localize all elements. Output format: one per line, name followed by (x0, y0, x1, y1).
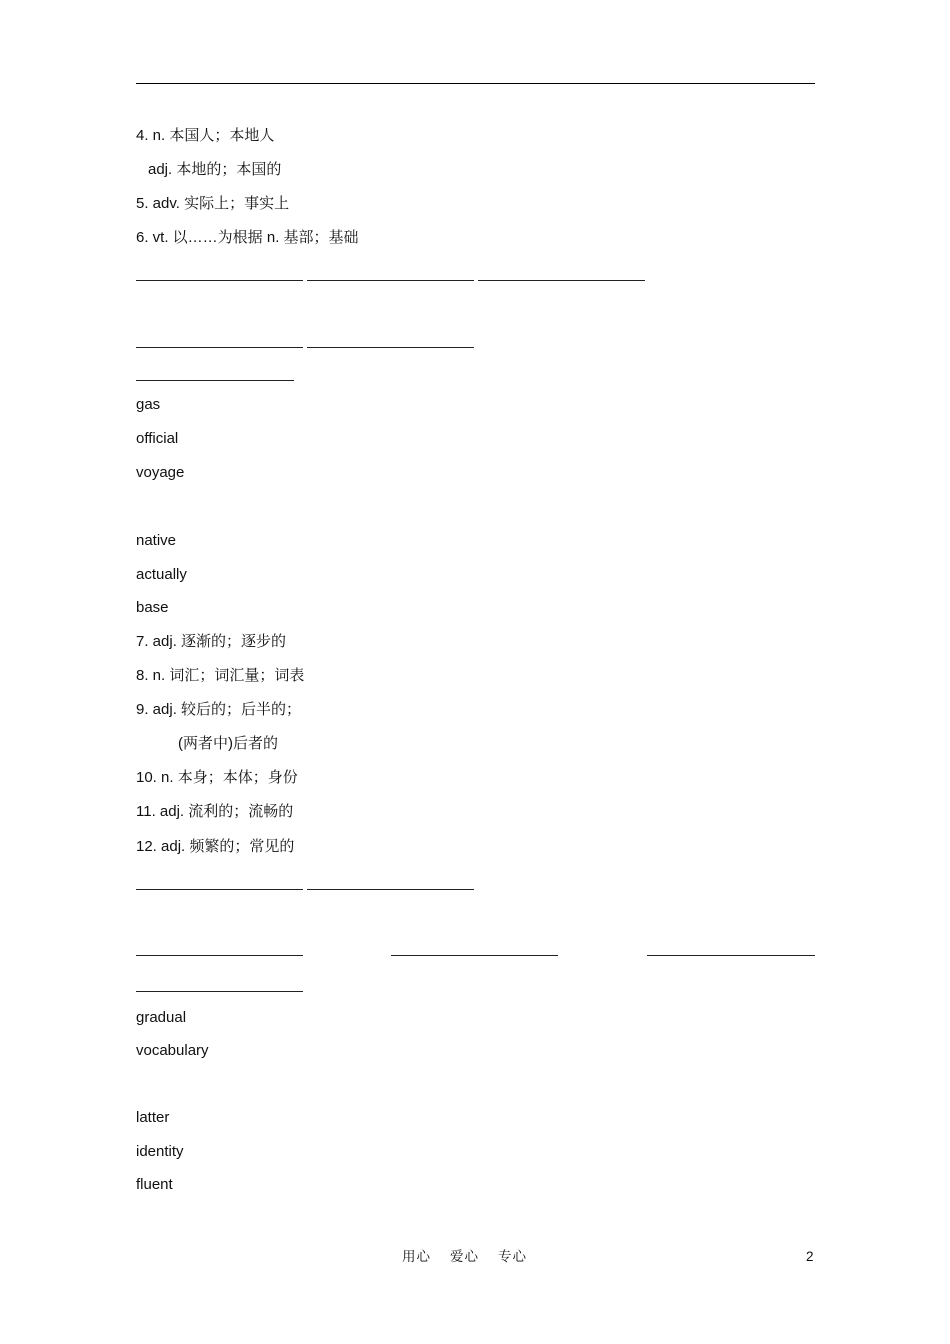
entry-item: adj. 本地的；本国的 (148, 161, 282, 178)
page-number: 2 (806, 1249, 814, 1264)
answer-word: voyage (136, 464, 185, 481)
answer-blank (391, 955, 558, 956)
answer-word: gas (136, 396, 161, 413)
entry-item: 11. adj. 流利的；流畅的 (136, 803, 294, 820)
answer-word: official (136, 430, 179, 447)
answer-word: actually (136, 566, 187, 583)
entry-item: 4. n. 本国人；本地人 (136, 127, 275, 144)
entry-item: 5. adv. 实际上；事实上 (136, 195, 290, 212)
entry-item: 10. n. 本身；本体；身份 (136, 769, 298, 786)
answer-word: gradual (136, 1009, 187, 1026)
answer-blank (136, 280, 303, 281)
entry-item: (两者中)后者的 (178, 735, 278, 752)
answer-blank (136, 991, 303, 992)
answer-word: base (136, 599, 169, 616)
answer-blank (307, 280, 474, 281)
header-rule (136, 83, 815, 84)
entry-item: 8. n. 词汇；词汇量；词表 (136, 667, 305, 684)
entry-item: 7. adj. 逐渐的；逐步的 (136, 633, 287, 650)
answer-word: latter (136, 1109, 170, 1126)
entry-item: 12. adj. 频繁的；常见的 (136, 838, 295, 855)
answer-word: vocabulary (136, 1042, 209, 1059)
answer-blank (478, 280, 645, 281)
entry-item: 6. vt. 以……为根据 n. 基部；基础 (136, 229, 359, 246)
answer-blank (647, 955, 815, 956)
answer-blank (136, 889, 303, 890)
footer-motto: 用心 爱心 专心 (402, 1249, 528, 1264)
answer-blank (307, 889, 474, 890)
answer-blank (136, 380, 294, 381)
answer-word: native (136, 532, 177, 549)
answer-blank (136, 347, 303, 348)
answer-word: fluent (136, 1176, 173, 1193)
answer-blank (136, 955, 303, 956)
answer-word: identity (136, 1143, 184, 1160)
answer-blank (307, 347, 474, 348)
entry-item: 9. adj. 较后的；后半的； (136, 701, 302, 718)
